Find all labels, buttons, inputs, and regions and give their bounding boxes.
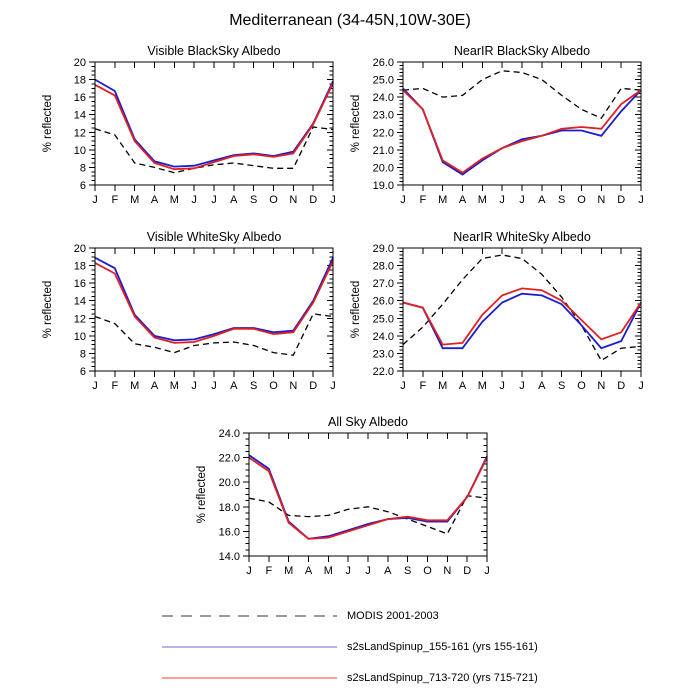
chart-canvas — [184, 407, 499, 585]
y-tick-label: 29.0 — [372, 243, 394, 255]
x-tick-label: J — [400, 380, 406, 392]
y-axis-label: % reflected — [350, 280, 362, 339]
x-tick-label: M — [130, 194, 140, 206]
x-tick-label: J — [330, 194, 336, 206]
x-tick-label: S — [557, 380, 566, 392]
x-tick-label: J — [246, 565, 252, 577]
y-tick-label: 14 — [73, 109, 86, 122]
y-tick-label: 23.0 — [372, 348, 394, 361]
y-axis-label: % reflected — [42, 94, 54, 153]
axis-ticks — [397, 248, 641, 377]
x-tick-label: O — [423, 565, 432, 577]
y-axis-label: % reflected — [196, 465, 208, 524]
y-tick-label: 24.0 — [372, 92, 394, 105]
chart-title: Visible BlackSky Albedo — [147, 44, 281, 58]
x-tick-label: D — [463, 565, 472, 577]
y-tick-label: 28.0 — [372, 260, 394, 273]
y-tick-label: 21.0 — [372, 144, 394, 157]
series-line-spinup-155-161 — [95, 80, 333, 167]
y-tick-label: 6 — [79, 366, 86, 378]
x-tick-label: J — [92, 194, 98, 206]
x-tick-label: O — [269, 194, 278, 206]
y-tick-label: 10 — [73, 144, 86, 157]
y-tick-label: 20 — [73, 57, 86, 69]
x-tick-label: O — [577, 194, 586, 206]
series-line-spinup-155-161 — [403, 294, 641, 349]
axis-ticks — [89, 248, 333, 377]
legend-item-modis — [162, 610, 439, 622]
y-tick-label: 10 — [73, 330, 86, 343]
x-tick-label: S — [249, 380, 258, 392]
legend-line-spinup-155-161 — [162, 641, 337, 653]
y-tick-label: 12 — [73, 127, 86, 140]
x-tick-label: S — [249, 194, 258, 206]
x-tick-label: M — [130, 380, 140, 392]
x-tick-label: M — [438, 380, 448, 392]
y-tick-label: 22.0 — [218, 452, 240, 465]
x-tick-label: J — [365, 565, 371, 577]
legend-label-spinup-713-720: s2sLandSpinup_713-720 (yrs 715-721) — [347, 672, 538, 684]
series-line-modis — [403, 255, 641, 361]
x-tick-label: S — [557, 194, 566, 206]
x-tick-label: J — [191, 380, 197, 392]
y-tick-label: 18.0 — [218, 501, 240, 514]
y-tick-label: 25.0 — [372, 313, 394, 326]
x-tick-label: A — [150, 194, 159, 206]
y-tick-label: 24.0 — [218, 428, 240, 440]
y-tick-label: 16 — [73, 92, 86, 105]
chart-canvas — [340, 222, 655, 400]
series-line-spinup-713-720 — [403, 288, 641, 344]
y-tick-label: 25.0 — [372, 74, 394, 87]
series-line-spinup-713-720 — [95, 83, 333, 169]
x-tick-label: J — [484, 565, 490, 577]
x-tick-label: A — [458, 380, 467, 392]
y-tick-label: 12 — [73, 313, 86, 326]
y-tick-label: 20.0 — [218, 477, 240, 490]
x-tick-label: M — [323, 565, 333, 577]
y-tick-label: 16.0 — [218, 526, 240, 539]
chart-canvas — [340, 36, 655, 214]
x-tick-label: J — [499, 380, 505, 392]
y-tick-label: 27.0 — [372, 278, 394, 291]
x-tick-label: F — [419, 194, 427, 206]
series-line-modis — [403, 71, 641, 118]
chart-title: NearIR BlackSky Albedo — [453, 44, 591, 58]
y-tick-label: 19.0 — [372, 180, 394, 192]
y-tick-label: 26.0 — [372, 57, 394, 69]
x-tick-label: J — [211, 380, 217, 392]
legend-line-spinup-713-720 — [162, 672, 337, 684]
x-tick-label: N — [597, 194, 606, 206]
y-tick-label: 16 — [73, 278, 86, 291]
y-tick-label: 8 — [79, 162, 86, 175]
x-tick-label: F — [265, 565, 273, 577]
chart-nearir-blacksky-albedo — [340, 36, 655, 214]
x-tick-label: A — [304, 565, 313, 577]
legend-label-spinup-155-161: s2sLandSpinup_155-161 (yrs 155-161) — [347, 641, 538, 653]
series-line-spinup-713-720 — [95, 261, 333, 343]
y-tick-label: 22.0 — [372, 127, 394, 140]
x-tick-label: N — [289, 194, 298, 206]
x-tick-label: O — [577, 380, 586, 392]
y-tick-label: 14.0 — [218, 551, 240, 563]
x-tick-label: A — [230, 194, 238, 206]
x-tick-label: A — [230, 380, 238, 392]
x-tick-label: O — [269, 380, 278, 392]
x-tick-label: S — [403, 565, 412, 577]
x-tick-label: J — [499, 194, 505, 206]
x-tick-label: D — [617, 194, 626, 206]
x-tick-label: J — [330, 380, 336, 392]
x-tick-label: M — [477, 194, 487, 206]
axis-ticks — [89, 62, 333, 191]
y-tick-label: 18 — [73, 260, 86, 273]
plot-frame — [249, 433, 487, 556]
x-tick-label: A — [150, 380, 159, 392]
x-tick-label: J — [638, 380, 644, 392]
x-tick-label: M — [477, 380, 487, 392]
chart-all-sky-albedo — [184, 407, 499, 585]
y-tick-label: 22.0 — [372, 366, 394, 378]
x-tick-label: A — [458, 194, 467, 206]
chart-title: Visible WhiteSky Albedo — [146, 230, 282, 244]
x-tick-label: J — [400, 194, 406, 206]
x-tick-label: A — [384, 565, 392, 577]
x-tick-label: M — [438, 194, 448, 206]
x-tick-label: J — [345, 565, 351, 577]
series-line-spinup-155-161 — [249, 455, 487, 539]
x-tick-label: N — [289, 380, 298, 392]
y-tick-label: 24.0 — [372, 330, 394, 343]
axis-ticks — [397, 62, 641, 191]
chart-nearir-whitesky-albedo — [340, 222, 655, 400]
x-tick-label: J — [638, 194, 644, 206]
chart-canvas — [30, 36, 345, 214]
y-tick-label: 20.0 — [372, 162, 394, 175]
chart-title: NearIR WhiteSky Albedo — [453, 230, 591, 244]
x-tick-label: M — [169, 380, 179, 392]
x-tick-label: J — [519, 194, 525, 206]
x-tick-label: J — [191, 194, 197, 206]
legend-label-modis: MODIS 2001-2003 — [347, 610, 439, 622]
chart-visible-blacksky-albedo — [30, 36, 345, 214]
chart-canvas — [30, 222, 345, 400]
x-tick-label: F — [111, 380, 119, 392]
y-tick-label: 23.0 — [372, 109, 394, 122]
chart-visible-whitesky-albedo — [30, 222, 345, 400]
figure-title: Mediterranean (34-45N,10W-30E) — [229, 12, 471, 29]
x-tick-label: F — [111, 194, 119, 206]
legend-item-spinup-155-161 — [162, 641, 538, 653]
y-tick-label: 20 — [73, 243, 86, 255]
y-tick-label: 18 — [73, 74, 86, 87]
x-tick-label: M — [284, 565, 294, 577]
x-tick-label: N — [443, 565, 452, 577]
x-tick-label: D — [309, 380, 318, 392]
x-tick-label: J — [92, 380, 98, 392]
y-axis-label: % reflected — [42, 280, 54, 339]
y-tick-label: 14 — [73, 295, 86, 308]
x-tick-label: J — [211, 194, 217, 206]
legend-item-spinup-713-720 — [162, 672, 538, 684]
y-tick-label: 26.0 — [372, 295, 394, 308]
x-tick-label: D — [617, 380, 626, 392]
x-tick-label: F — [419, 380, 427, 392]
x-tick-label: A — [538, 194, 546, 206]
y-axis-label: % reflected — [350, 94, 362, 153]
x-tick-label: M — [169, 194, 179, 206]
x-tick-label: A — [538, 380, 546, 392]
series-line-spinup-713-720 — [249, 458, 487, 539]
x-tick-label: D — [309, 194, 318, 206]
y-tick-label: 6 — [79, 180, 86, 192]
x-tick-label: J — [519, 380, 525, 392]
legend-line-modis — [162, 610, 337, 622]
y-tick-label: 8 — [79, 348, 86, 361]
series-line-spinup-155-161 — [403, 88, 641, 174]
plot-frame — [95, 62, 333, 185]
chart-title: All Sky Albedo — [328, 415, 408, 429]
x-tick-label: N — [597, 380, 606, 392]
